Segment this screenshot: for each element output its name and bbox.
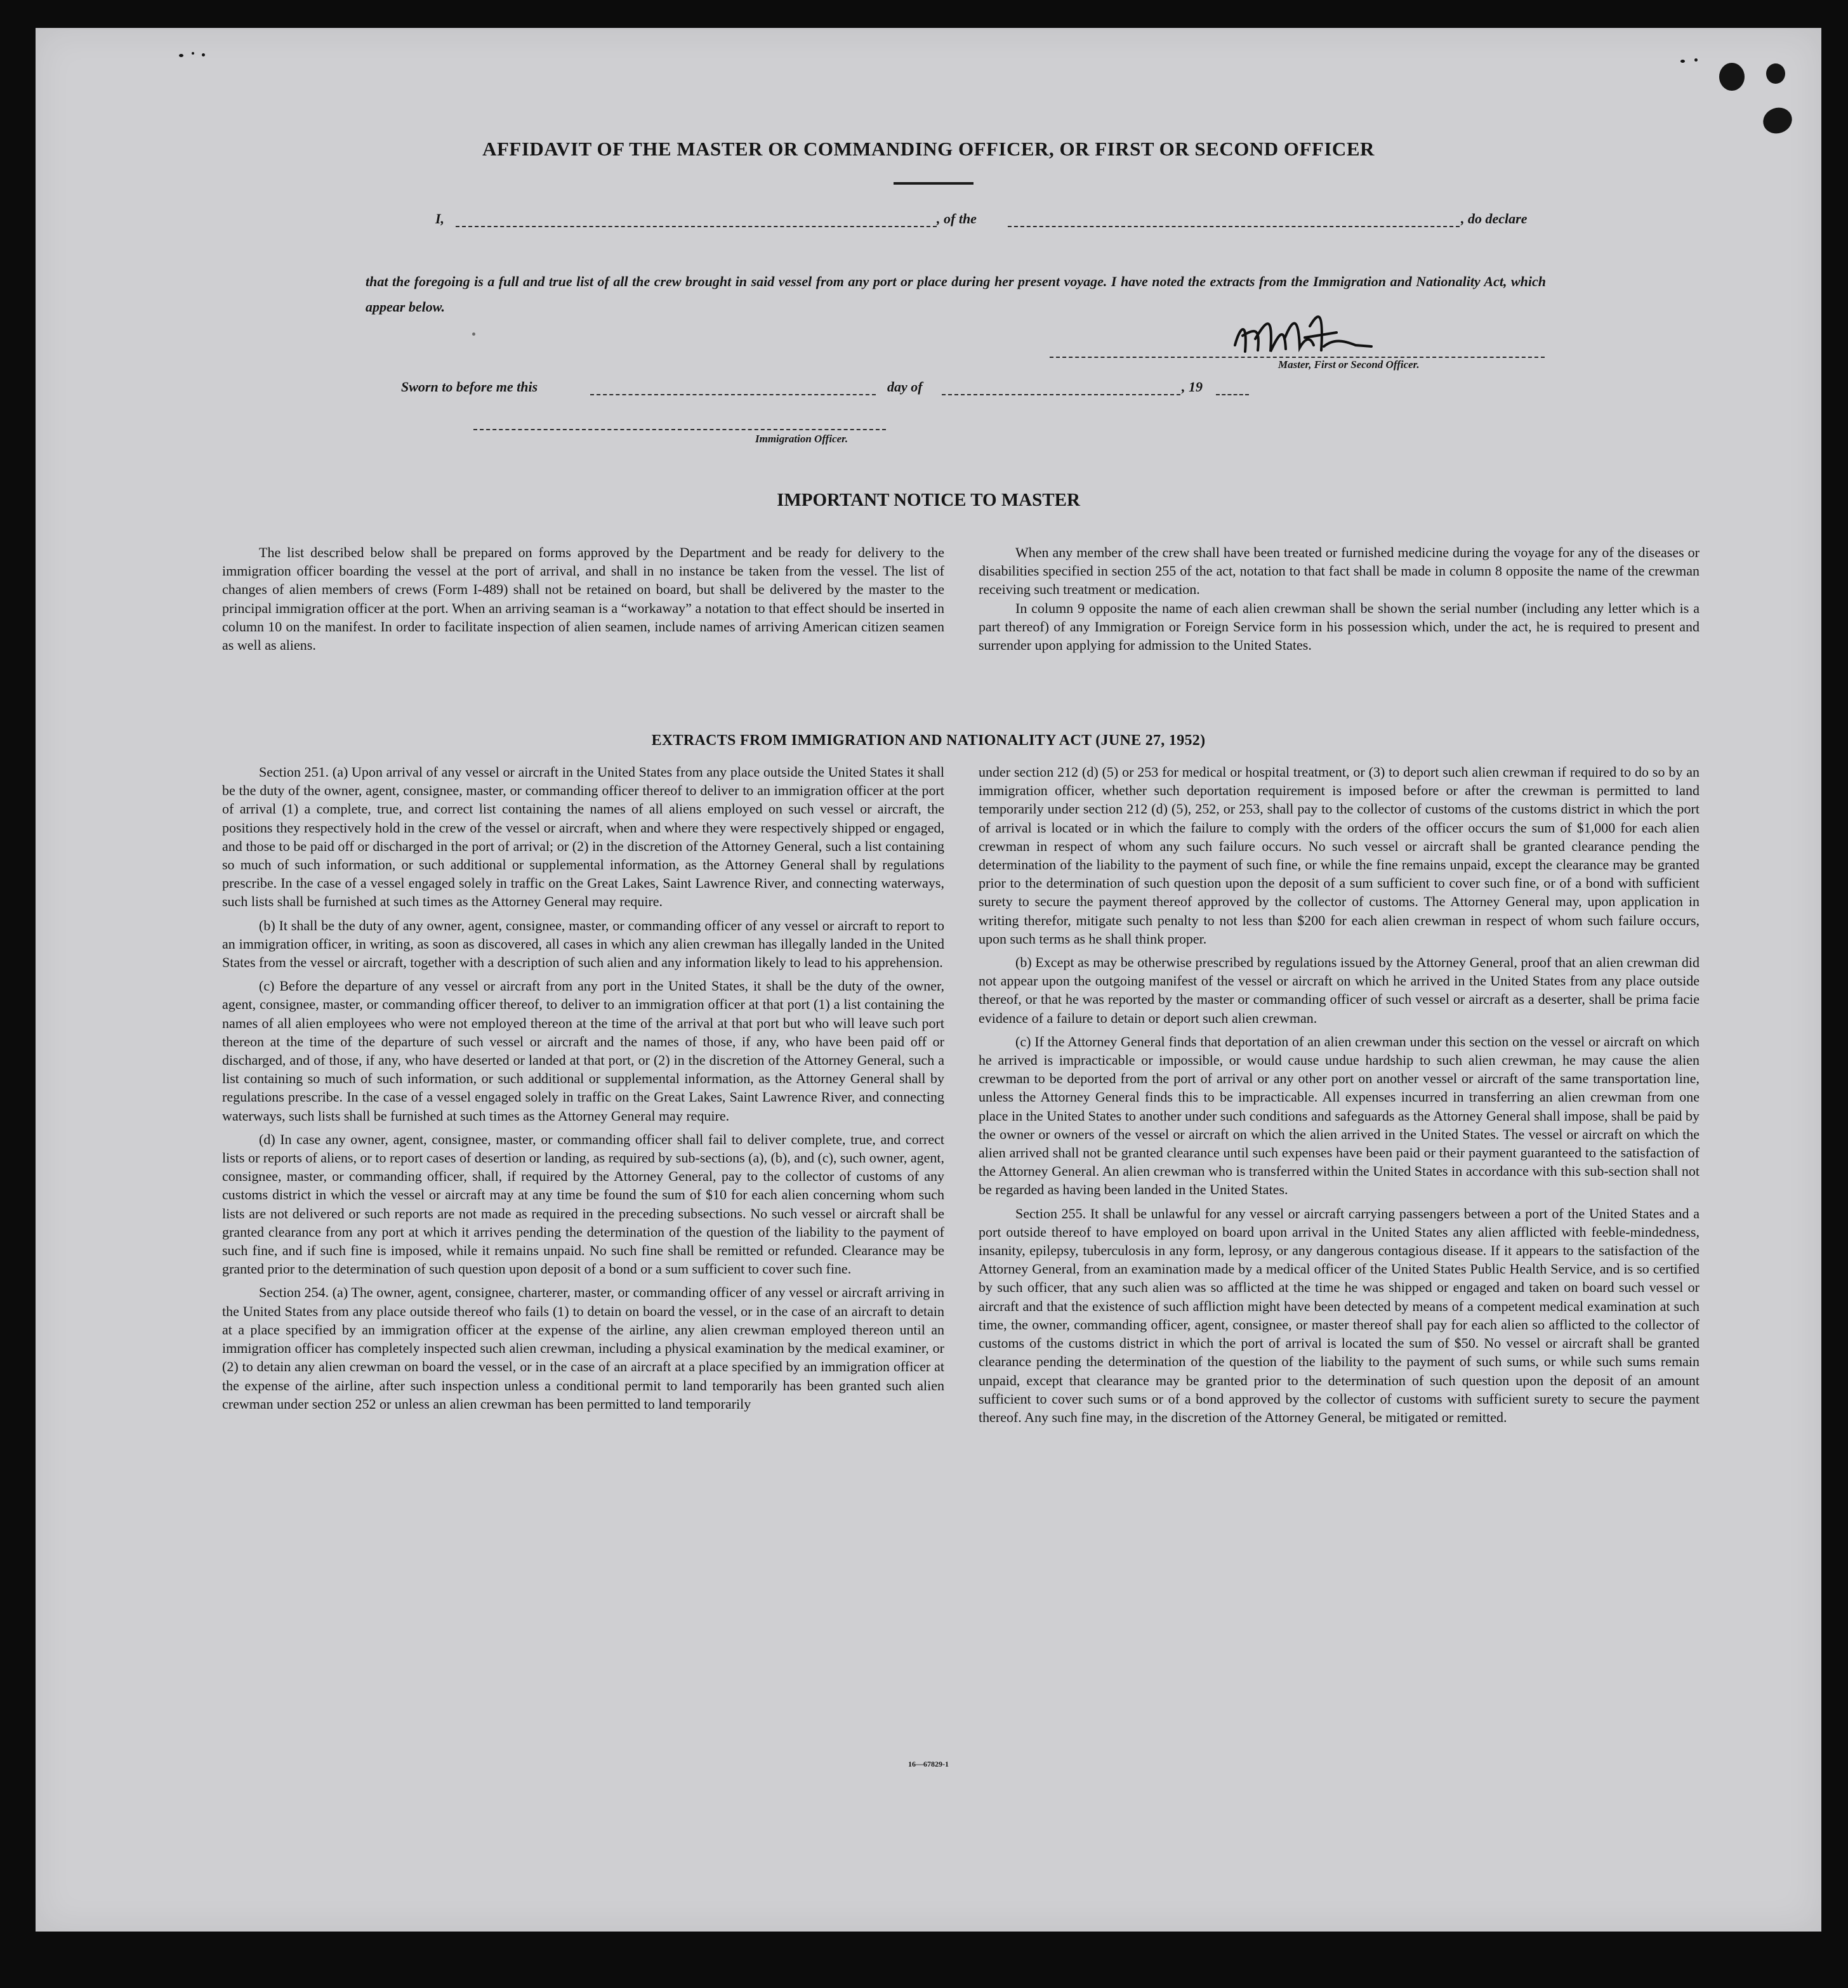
- act-paragraph: (c) If the Attorney General finds that deportation of an alien crewman under this section on the vessel or aircraft on which he arrived is impracticable or impossible, or would cause undue hardship to such alien crewman, he may cause the alien crewman to be deported from the port of arrival or any other port on another vessel or aircraft of the same transportation line, unless the Attorney General finds this to be impracticable. All expenses incurred in transferring an alien crewman from one place in the United States to another under such conditions and safeguards as the Attorney General shall impose, shall be paid by the owner or owners of the vessel or aircraft on which the alien arrived in the United States. The vessel or aircraft on which the alien arrived shall not be granted clearance until such expenses have been paid or their payment guaranteed to the satisfaction of the Attorney General. An alien crewman who is transferred within the United States in accordance with this sub-section shall not be regarded as having been landed in the United States.: [979, 1033, 1700, 1198]
- scan-speck: [1680, 60, 1685, 63]
- act-paragraph: Section 251. (a) Upon arrival of any vessel or aircraft in the United States from any place outside the United States it shall be the duty of the owner, agent, consignee, master, or commanding officer thereof to deliver to an immigration officer at the port of arrival (1) a complete, true, and correct list containing the names of all aliens employed on such vessel or aircraft, the positions they respectively hold in the crew of the vessel or aircraft, when and where they were respectively shipped or engaged, and those to be paid off or discharged in the port of arrival; or (2) in the discretion of the Attorney General, such a list containing so much of such information, or such additional or supplemental information, as the Attorney General shall by regulations prescribe. In the case of a vessel engaged solely in traffic on the Great Lakes, Saint Lawrence River, and connecting waterways, such lists shall be furnished at such times as the Attorney General may require.: [222, 764, 944, 910]
- do-declare-label: , do declare: [1461, 211, 1528, 227]
- name-blank: [456, 226, 937, 227]
- extracts-title: EXTRACTS FROM IMMIGRATION AND NATIONALITY ACT (JUNE 27, 1952): [651, 732, 1206, 749]
- act-paragraph: (b) Except as may be otherwise prescribed by regulations issued by the Attorney General, proof that an alien crewman did not appear upon the outgoing manifest of the vessel or aircraft on which he arrived in the United States from any place outside thereof, or that he was reported by the master or commanding officer of such vessel or aircraft as a deserter, shall be prima facie evidence of a failure to detain or deport such alien crewman.: [979, 954, 1700, 1026]
- affidavit-title: AFFIDAVIT OF THE MASTER OR COMMANDING OFFICER, OR FIRST OR SECOND OFFICER: [482, 138, 1375, 160]
- act-paragraph: (b) It shall be the duty of any owner, agent, consignee, master, or commanding officer of any vessel or aircraft to report to an immigration officer, in writing, as soon as discovered, all cases in which any alien crewman has illegally landed in the United States from the vessel or aircraft, together with a description of such alien and any information likely to lead to his apprehension.: [222, 917, 944, 971]
- document-page: [36, 28, 1821, 1932]
- master-signature: [1229, 301, 1375, 364]
- i-label: I,: [435, 211, 445, 227]
- scan-speck: [202, 53, 205, 56]
- sworn-month-blank: [942, 394, 1180, 395]
- sworn-year-blank: [1216, 394, 1249, 395]
- punch-hole: [1760, 103, 1796, 137]
- title-underline: [894, 182, 974, 185]
- declaration-text: that the foregoing is a full and true list of all the crew brought in said vessel from any port or place during her present voyage. I have noted the extracts from the Immigration and Nationality Act, which appear below.: [366, 273, 1546, 315]
- act-paragraph: under section 212 (d) (5) or 253 for medical or hospital treatment, or (3) to deport such alien crewman if required to do so by an immigration officer, whether such deportation requirement is imposed before or after the crewman is permitted to land temporarily under section 212 (d) (5), 252, or 253, shall pay to the collector of customs of the customs district in which the port of arrival is located or in which the failure to comply with the orders of the officer occurs the sum of $1,000 for each alien crewman in respect of whom any such failure occurs. No such vessel or aircraft shall be granted clearance pending the determination of the liability to the payment of such fine, or while the fine remains unpaid, except the clearance may be granted prior to the determination of such question upon the deposit of a sum sufficient to cover such fine, or of a bond with sufficient surety to secure the payment thereof approved by the collector of customs. The Attorney General may, upon application in writing therefor, mitigate such penalty to not less than $200 for each alien crewman in respect of whom such failure occurs, upon such terms as he shall think proper.: [979, 764, 1700, 947]
- notice-paragraph: When any member of the crew shall have been treated or furnished medicine during the voyage for any of the diseases or disabilities specified in section 255 of the act, notation to that fact shall be made in column 8 opposite the name of the crewman receiving such treatment or medication.: [979, 544, 1700, 598]
- scan-speck: [472, 332, 475, 336]
- sworn-label: Sworn to before me this: [401, 379, 538, 395]
- punch-hole: [1719, 63, 1745, 91]
- day-of-label: day of: [887, 379, 923, 395]
- vessel-blank: [1008, 226, 1460, 227]
- of-the-label: , of the: [937, 211, 977, 227]
- year-label: , 19: [1182, 379, 1203, 395]
- notice-right-column: [979, 543, 1700, 654]
- notice-paragraph: In column 9 opposite the name of each alien crewman shall be shown the serial number (including any letter which is a part thereof) of any Immigration or Foreign Service form in his possession which, under the act, he is required to present and surrender upon applying for admission to the United States.: [979, 600, 1700, 654]
- form-code: 16—67829-1: [908, 1760, 949, 1768]
- act-paragraph: (c) Before the departure of any vessel or aircraft from any port in the United States, it shall be the duty of the owner, agent, consignee, master, or commanding officer thereof, to deliver to an immigration officer at that port (1) a list containing the names of all alien employees who were not employed thereon at the time of the arrival at that port but who will leave such port thereon at the time of the departure of such vessel or aircraft and the names of those, if any, who have been paid off or discharged, and of those, if any, who have deserted or landed at that port, or (2) in the discretion of the Attorney General, such a list containing so much of such information, or such additional or supplemental information, as the Attorney General shall by regulations prescribe. In the case of a vessel engaged solely in traffic on the Great Lakes, Saint Lawrence River, and connecting waterways, such lists shall be furnished at such times as the Attorney General may require.: [222, 978, 944, 1124]
- scan-speck: [1694, 58, 1698, 62]
- scan-speck: [179, 54, 183, 57]
- act-paragraph: Section 255. It shall be unlawful for any vessel or aircraft carrying passengers between a port of the United States and a port outside thereof to have employed on board upon arrival in the United States any alien afflicted with feeble-mindedness, insanity, epilepsy, tuberculosis in any form, leprosy, or any dangerous contagious disease. If it appears to the satisfaction of the Attorney General, from an examination made by a medical officer of the United States Public Health Service, and is so certified by such officer, that any such alien was so afflicted at the time he was shipped or engaged and taken on board such vessel or aircraft and that the existence of such affliction might have been detected by means of a competent medical examination at such time, the owner, commanding officer, agent, consignee, or master thereof shall pay for each alien so afflicted to the collector of customs of the customs district in which the port of arrival is located the sum of $50. No vessel or aircraft shall be granted clearance pending the determination of the question of the liability to the payment of such sums, or while such sums remain unpaid, except that clearance may be granted prior to the determination of such question upon the deposit of an amount sufficient to cover such sums or of a bond approved by the collector of customs with sufficient surety to secure the payment thereof. Any such fine may, in the discretion of the Attorney General, be mitigated or remitted.: [979, 1205, 1700, 1425]
- notice-left-column: [222, 543, 944, 654]
- notice-paragraph: The list described below shall be prepared on forms approved by the Department and be ready for delivery to the immigration officer boarding the vessel at the port of arrival, and shall in no instance be taken from the vessel. The list of changes of alien members of crews (Form I-489) shall not be retained on board, but shall be delivered by the master to the principal immigration officer at the port. When an arriving seaman is a “workaway” a notation to that effect should be inserted in column 10 on the manifest. In order to facilitate inspection of alien seamen, include names of arriving American citizen seamen as well as aliens.: [222, 544, 944, 654]
- sworn-day-blank: [590, 394, 876, 395]
- immigration-officer-label: Immigration Officer.: [755, 433, 848, 445]
- notice-title: IMPORTANT NOTICE TO MASTER: [777, 490, 1080, 510]
- master-officer-label: Master, First or Second Officer.: [1278, 359, 1420, 371]
- extracts-right-column: [979, 763, 1700, 1432]
- punch-hole: [1766, 63, 1785, 84]
- scan-speck: [192, 52, 194, 55]
- act-paragraph: (d) In case any owner, agent, consignee, master, or commanding officer shall fail to deliver complete, true, and correct lists or reports of aliens, or to report cases of desertion or landing, as required by sub-sections (a), (b), and (c), such owner, agent, consignee, master, or commanding officer, shall, if required by the Attorney General, pay to the collector of customs of any customs district in which the vessel or aircraft may at any time be found the sum of $10 for each alien concerning whom such lists are not delivered or such reports are not made as required in the preceding subsections. No such vessel or aircraft shall be granted clearance from any port at which it arrives pending the determination of the question of the liability to the payment of such fine, and if such fine is imposed, while it remains unpaid. No such fine shall be remitted or refunded. Clearance may be granted prior to the determination of such question upon deposit of a bond or a sum sufficient to cover such fine.: [222, 1131, 944, 1277]
- act-paragraph: Section 254. (a) The owner, agent, consignee, charterer, master, or commanding officer of any vessel or aircraft arriving in the United States from any place outside thereof who fails (1) to detain on board the vessel, or in the case of an aircraft to detain at a place specified by an immigration officer at the expense of the airline, any alien crewman employed thereon until an immigration officer has completely inspected such alien crewman, including a physical examination by the medical examiner, or (2) to detain any alien crewman on board the vessel, or in the case of an aircraft at a place specified by an immigration officer at the expense of the airline, after such inspection unless a conditional permit to land temporarily has been granted such alien crewman under section 252 or unless an alien crewman has been permitted to land temporarily: [222, 1284, 944, 1412]
- extracts-left-column: [222, 763, 944, 1418]
- officer-signature-line: [473, 429, 886, 430]
